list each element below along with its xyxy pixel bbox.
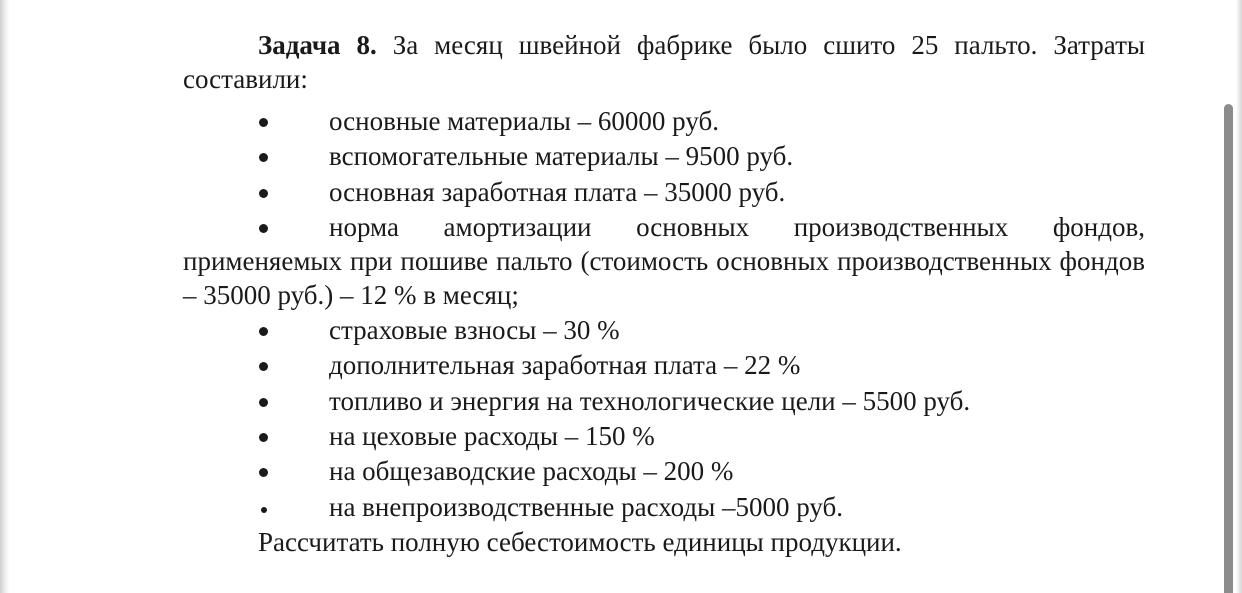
list-item-text: топливо и энергия на технологические цели – 5500 руб. xyxy=(329,385,971,416)
list-item-text: страховые взносы – 30 % xyxy=(329,315,620,346)
bullet-icon xyxy=(259,153,268,162)
bullet-icon xyxy=(259,327,268,336)
bullet-icon xyxy=(259,398,268,407)
bullet-icon xyxy=(259,224,268,233)
list-item xyxy=(183,384,1145,418)
list-item xyxy=(183,139,1145,173)
list-item xyxy=(183,175,1145,209)
closing-instruction: Рассчитать полную себестоимость единицы продукции. xyxy=(258,526,902,557)
document-page xyxy=(183,28,1145,559)
list-item-text: основная заработная плата – 35000 руб. xyxy=(329,176,786,207)
page-right-edge xyxy=(1236,0,1242,593)
task-heading: Задача 8. xyxy=(258,30,377,60)
bullet-icon xyxy=(259,468,268,477)
list-item-text: основные материалы – 60000 руб. xyxy=(329,106,719,136)
cost-list xyxy=(183,104,1145,524)
list-item xyxy=(183,490,1145,524)
list-item xyxy=(183,454,1145,488)
list-item-text: на цеховые расходы – 150 % xyxy=(329,421,655,452)
list-item-text: на общезаводские расходы – 200 % xyxy=(329,456,734,487)
bullet-icon xyxy=(259,433,268,442)
list-item xyxy=(183,104,1145,138)
list-item-text: на внепроизводственные расходы –5000 руб. xyxy=(329,491,844,522)
bullet-icon xyxy=(259,362,268,371)
task-intro-text: За месяц швейной фабрике было сшито 25 пальто. Затраты составили: xyxy=(183,30,1146,94)
list-item xyxy=(183,348,1145,382)
list-item xyxy=(183,313,1145,347)
list-item xyxy=(183,210,1145,312)
bullet-icon xyxy=(259,118,268,127)
task-intro-paragraph xyxy=(183,28,1145,96)
list-item xyxy=(183,419,1145,453)
list-item-text: дополнительная заработная плата – 22 % xyxy=(329,350,801,381)
bullet-icon xyxy=(261,507,267,513)
vertical-scrollbar[interactable] xyxy=(1224,104,1233,593)
bullet-icon xyxy=(259,189,268,198)
page-left-edge xyxy=(0,0,10,593)
list-item-text: норма амортизации основных производственных фондов, применяемых при пошиве пальто (стоимость основных производственных фондов – 35000 руб.) – 12 % в месяц; xyxy=(183,211,1145,310)
list-item-text: вспомогательные материалы – 9500 руб. xyxy=(329,141,794,172)
